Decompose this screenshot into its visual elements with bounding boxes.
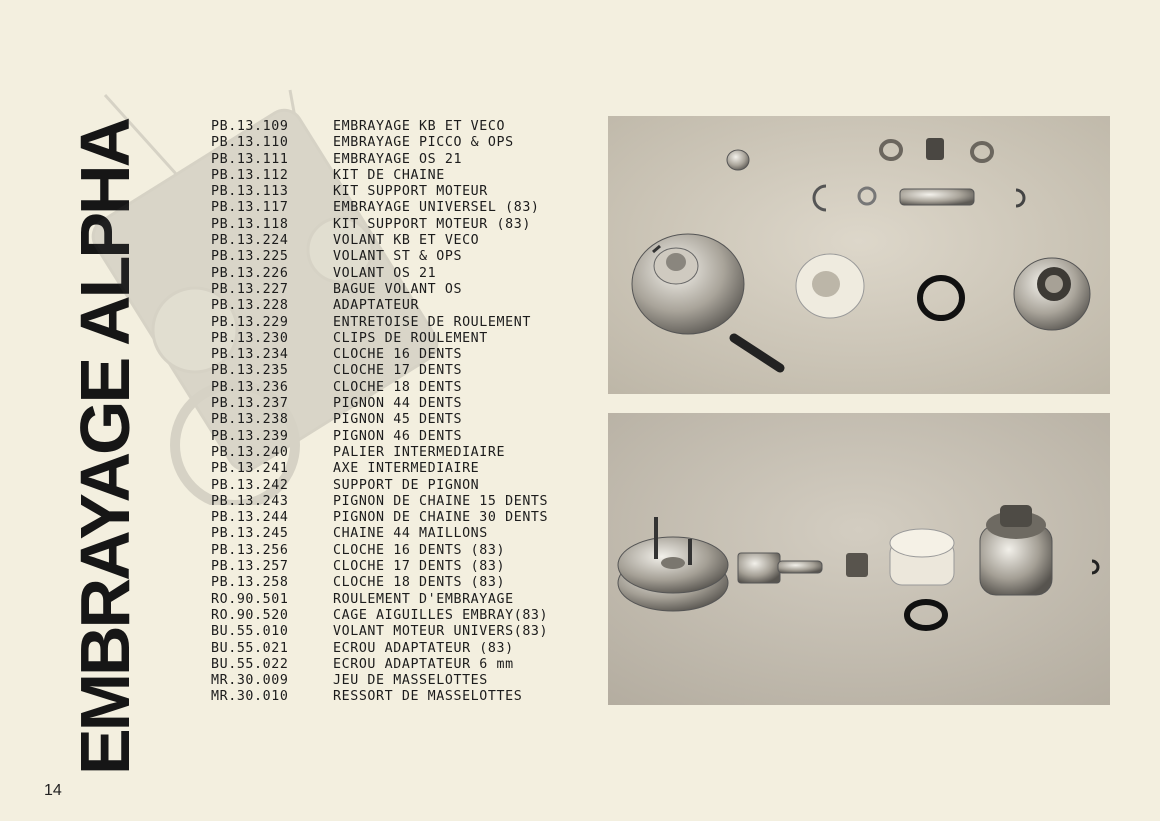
part-description: SUPPORT DE PIGNON bbox=[333, 477, 480, 493]
part-code: PB.13.117 bbox=[211, 200, 289, 216]
part-code: PB.13.235 bbox=[211, 363, 289, 379]
list-item bbox=[211, 135, 601, 151]
part-description: VOLANT KB ET VECO bbox=[333, 233, 480, 249]
list-item bbox=[211, 396, 601, 412]
list-item bbox=[211, 689, 601, 705]
list-item bbox=[211, 559, 601, 575]
part-code: PB.13.256 bbox=[211, 542, 289, 558]
list-item bbox=[211, 347, 601, 363]
part-code: PB.13.109 bbox=[211, 119, 289, 134]
list-item bbox=[211, 624, 601, 640]
list-item bbox=[211, 412, 601, 428]
part-code: PB.13.230 bbox=[211, 330, 289, 346]
list-item bbox=[211, 461, 601, 477]
part-description: KIT SUPPORT MOTEUR bbox=[333, 184, 488, 200]
part-code: PB.13.258 bbox=[211, 575, 289, 591]
part-code: RO.90.501 bbox=[211, 591, 289, 607]
list-item bbox=[211, 249, 601, 265]
part-description: PIGNON 46 DENTS bbox=[333, 428, 463, 444]
part-code: BU.55.010 bbox=[211, 624, 289, 640]
part-description: BAGUE VOLANT OS bbox=[333, 281, 463, 297]
part-code: RO.90.520 bbox=[211, 607, 289, 623]
list-item bbox=[211, 315, 601, 331]
part-description: KIT SUPPORT MOTEUR (83) bbox=[333, 216, 531, 232]
part-description: CHAINE 44 MAILLONS bbox=[333, 526, 488, 542]
list-item bbox=[211, 657, 601, 673]
part-code: PB.13.240 bbox=[211, 444, 289, 460]
part-description: CLOCHE 17 DENTS bbox=[333, 363, 463, 379]
part-code: PB.13.227 bbox=[211, 281, 289, 297]
list-item bbox=[211, 380, 601, 396]
part-code: PB.13.239 bbox=[211, 428, 289, 444]
part-description: CAGE AIGUILLES EMBRAY(83) bbox=[333, 607, 549, 623]
list-item bbox=[211, 608, 601, 624]
list-item bbox=[211, 494, 601, 510]
part-description: ECROU ADAPTATEUR (83) bbox=[333, 640, 514, 656]
part-description: PALIER INTERMEDIAIRE bbox=[333, 444, 506, 460]
list-item bbox=[211, 575, 601, 591]
list-item bbox=[211, 526, 601, 542]
list-item bbox=[211, 152, 601, 168]
list-item bbox=[211, 298, 601, 314]
part-description: CLOCHE 18 DENTS (83) bbox=[333, 575, 506, 591]
part-description: EMBRAYAGE UNIVERSEL (83) bbox=[333, 200, 540, 216]
part-code: PB.13.113 bbox=[211, 184, 289, 200]
list-item bbox=[211, 429, 601, 445]
list-item bbox=[211, 282, 601, 298]
part-description: PIGNON 44 DENTS bbox=[333, 396, 463, 412]
part-code: MR.30.009 bbox=[211, 673, 289, 689]
part-description: ENTRETOISE DE ROULEMENT bbox=[333, 314, 531, 330]
part-code: PB.13.242 bbox=[211, 477, 289, 493]
list-item bbox=[211, 673, 601, 689]
part-code: BU.55.022 bbox=[211, 656, 289, 672]
part-code: BU.55.021 bbox=[211, 640, 289, 656]
part-description: ADAPTATEUR bbox=[333, 298, 420, 314]
list-item bbox=[211, 184, 601, 200]
part-code: PB.13.229 bbox=[211, 314, 289, 330]
list-item bbox=[211, 592, 601, 608]
list-item bbox=[211, 217, 601, 233]
list-item bbox=[211, 363, 601, 379]
list-item bbox=[211, 445, 601, 461]
part-description: AXE INTERMEDIAIRE bbox=[333, 461, 480, 477]
part-description: ROULEMENT D'EMBRAYAGE bbox=[333, 591, 514, 607]
part-code: PB.13.226 bbox=[211, 265, 289, 281]
list-item bbox=[211, 478, 601, 494]
list-item bbox=[211, 641, 601, 657]
list-item bbox=[211, 266, 601, 282]
part-code: PB.13.224 bbox=[211, 233, 289, 249]
part-description: CLOCHE 18 DENTS bbox=[333, 379, 463, 395]
part-code: MR.30.010 bbox=[211, 689, 289, 705]
list-item bbox=[211, 119, 601, 135]
part-code: PB.13.257 bbox=[211, 559, 289, 575]
part-code: PB.13.225 bbox=[211, 249, 289, 265]
part-code: PB.13.118 bbox=[211, 216, 289, 232]
part-code: PB.13.236 bbox=[211, 379, 289, 395]
part-description: EMBRAYAGE KB ET VECO bbox=[333, 119, 506, 134]
list-item bbox=[211, 233, 601, 249]
part-description: PIGNON 45 DENTS bbox=[333, 412, 463, 428]
part-code: PB.13.228 bbox=[211, 298, 289, 314]
part-description: JEU DE MASSELOTTES bbox=[333, 673, 488, 689]
list-item bbox=[211, 543, 601, 559]
list-item bbox=[211, 200, 601, 216]
part-description: PIGNON DE CHAINE 30 DENTS bbox=[333, 510, 549, 526]
part-description: KIT DE CHAINE bbox=[333, 167, 445, 183]
part-code: PB.13.238 bbox=[211, 412, 289, 428]
part-code: PB.13.244 bbox=[211, 510, 289, 526]
part-description: VOLANT MOTEUR UNIVERS(83) bbox=[333, 624, 549, 640]
part-description: CLOCHE 16 DENTS bbox=[333, 347, 463, 363]
part-code: PB.13.243 bbox=[211, 493, 289, 509]
part-description: CLOCHE 16 DENTS (83) bbox=[333, 542, 506, 558]
part-description: EMBRAYAGE OS 21 bbox=[333, 151, 463, 167]
list-item bbox=[211, 168, 601, 184]
page-title: EMBRAYAGE ALPHA bbox=[66, 119, 144, 775]
part-code: PB.13.241 bbox=[211, 461, 289, 477]
part-description: ECROU ADAPTATEUR 6 mm bbox=[333, 656, 514, 672]
part-code: PB.13.237 bbox=[211, 396, 289, 412]
list-item bbox=[211, 331, 601, 347]
part-code: PB.13.234 bbox=[211, 347, 289, 363]
part-code: PB.13.111 bbox=[211, 151, 289, 167]
part-description: VOLANT OS 21 bbox=[333, 265, 437, 281]
part-code: PB.13.112 bbox=[211, 167, 289, 183]
part-description: RESSORT DE MASSELOTTES bbox=[333, 689, 523, 705]
list-item bbox=[211, 510, 601, 526]
page-number: 14 bbox=[44, 782, 62, 799]
part-description: PIGNON DE CHAINE 15 DENTS bbox=[333, 493, 549, 509]
part-code: PB.13.110 bbox=[211, 135, 289, 151]
parts-list bbox=[211, 119, 601, 706]
part-description: CLIPS DE ROULEMENT bbox=[333, 330, 488, 346]
clutch-parts-photo-bottom bbox=[608, 413, 1110, 705]
part-description: VOLANT ST & OPS bbox=[333, 249, 463, 265]
part-description: CLOCHE 17 DENTS (83) bbox=[333, 559, 506, 575]
part-code: PB.13.245 bbox=[211, 526, 289, 542]
clutch-parts-photo-top bbox=[608, 116, 1110, 394]
part-description: EMBRAYAGE PICCO & OPS bbox=[333, 135, 514, 151]
